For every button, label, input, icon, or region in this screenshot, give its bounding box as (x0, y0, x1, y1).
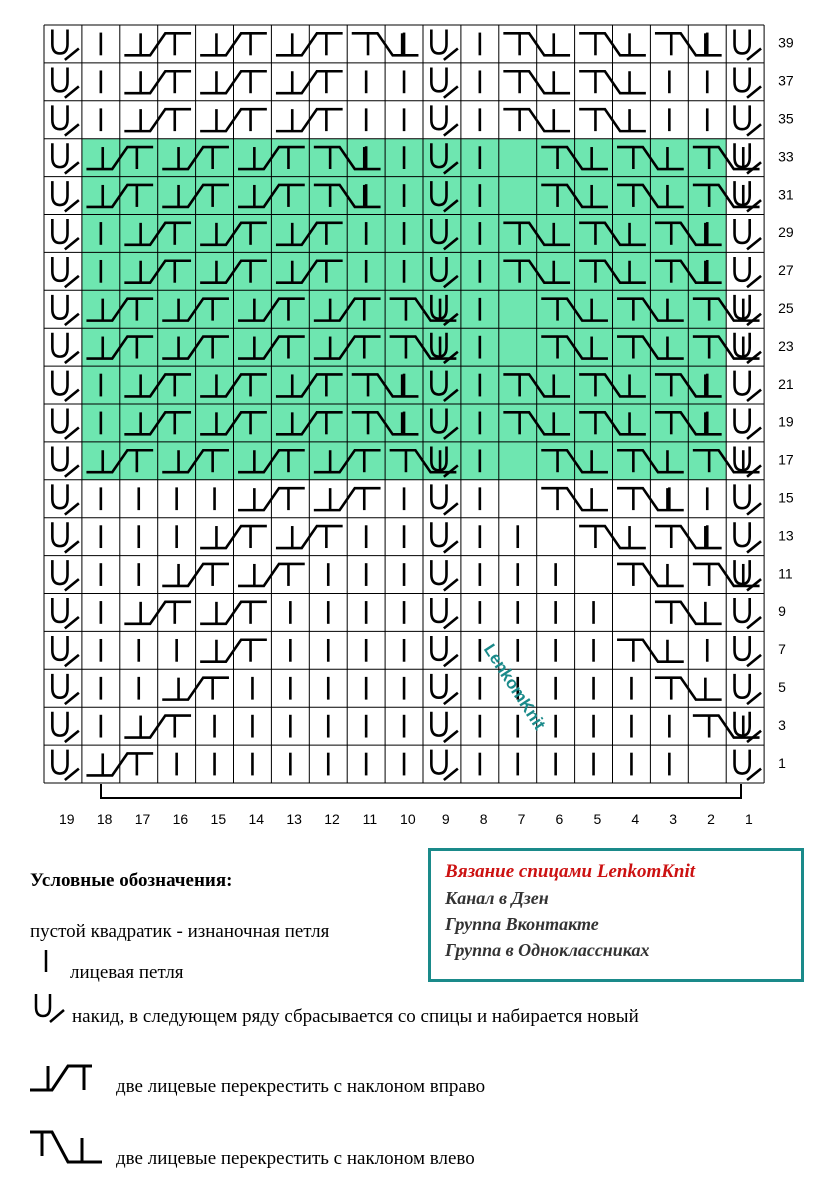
knit-stitch-icon (38, 948, 54, 974)
yarn-over-symbol (735, 750, 762, 780)
cross-right-icon (28, 1062, 108, 1094)
yarn-over-loop (431, 30, 446, 54)
yarn-over-symbol (735, 674, 762, 704)
yarn-over-loop (52, 446, 67, 470)
promo-line-zen: Канал в Дзен (445, 888, 549, 908)
yarn-over-symbol (431, 674, 458, 704)
row-number: 29 (778, 224, 794, 241)
yarn-over-loop (52, 219, 67, 243)
cross-left-icon (28, 1128, 108, 1168)
promo-line-vk: Группа Вконтакте (445, 914, 599, 934)
column-number: 19 (58, 811, 75, 827)
column-number: 18 (96, 811, 113, 827)
yarn-over-symbol (52, 257, 79, 287)
yarn-over-symbol (52, 219, 79, 249)
legend-yarn-over (72, 1006, 639, 1028)
yarn-over-symbol (52, 333, 79, 363)
yarn-over-symbol (52, 30, 79, 60)
yarn-over-loop (52, 30, 67, 54)
legend-yarn-over-label: накид, в следующем ряду сбрасывается со спицы и набирается новый (72, 1006, 639, 1027)
column-number: 13 (286, 811, 302, 827)
yarn-over-symbol (735, 67, 762, 97)
yarn-over-loop (431, 484, 446, 508)
yarn-over-loop (431, 674, 446, 698)
yarn-over-loop (52, 295, 67, 319)
yarn-over-loop (735, 750, 750, 774)
yarn-over-loop (52, 636, 67, 660)
column-number: 14 (248, 811, 265, 827)
column-number: 7 (517, 811, 526, 827)
legend-cross-right (116, 1076, 485, 1098)
yarn-over-loop (52, 712, 67, 736)
chart-grid (44, 25, 764, 783)
yarn-over-loop (52, 181, 67, 205)
yarn-over-loop (431, 598, 446, 622)
yarn-over-loop (431, 750, 446, 774)
yarn-over-symbol (52, 105, 79, 135)
yarn-over-loop (735, 409, 750, 433)
yarn-over-loop (735, 484, 750, 508)
column-number: 5 (593, 811, 602, 827)
row-number: 31 (778, 186, 794, 203)
column-number: 15 (210, 811, 227, 827)
yarn-over-symbol (431, 30, 458, 60)
yarn-over-loop (52, 105, 67, 129)
row-number: 33 (778, 148, 794, 165)
yarn-over-loop (735, 522, 750, 546)
yarn-over-loop (52, 257, 67, 281)
legend-title: Условные обозначения: (30, 870, 233, 891)
row-number: 3 (778, 716, 786, 733)
yarn-over-symbol (52, 67, 79, 97)
legend-cross-left (116, 1148, 475, 1170)
row-number: 25 (778, 300, 794, 317)
yarn-over-loop (735, 219, 750, 243)
column-number: 17 (134, 811, 151, 827)
yarn-over-symbol (52, 598, 79, 628)
row-number: 27 (778, 262, 794, 279)
yarn-over-loop (431, 67, 446, 91)
yarn-over-loop (735, 105, 750, 129)
yarn-over-symbol (431, 484, 458, 514)
yarn-over-symbol (735, 105, 762, 135)
row-number: 7 (778, 641, 786, 658)
column-number: 6 (555, 811, 564, 827)
yarn-over-symbol (735, 257, 762, 287)
row-number: 9 (778, 603, 786, 620)
column-number: 10 (400, 811, 416, 827)
yarn-over-symbol (431, 598, 458, 628)
yarn-over-symbol (735, 371, 762, 401)
yarn-over-symbol (52, 636, 79, 666)
yarn-over-symbol (52, 409, 79, 439)
yarn-over-loop (431, 522, 446, 546)
legend-cross-left-label: две лицевые перекрестить с наклоном влево (116, 1148, 475, 1169)
yarn-over-loop (52, 333, 67, 357)
yarn-over-loop (735, 30, 750, 54)
yarn-over-loop (52, 522, 67, 546)
yarn-over-loop (52, 67, 67, 91)
yarn-over-symbol (431, 105, 458, 135)
column-number: 12 (324, 811, 340, 827)
column-number: 9 (441, 811, 450, 827)
legend-knit-label: лицевая петля (70, 962, 184, 983)
yarn-over-symbol (735, 219, 762, 249)
yarn-over-loop (52, 371, 67, 395)
row-number: 37 (778, 72, 794, 89)
yarn-over-loop (735, 636, 750, 660)
promo-box (428, 848, 804, 982)
row-numbers (778, 35, 794, 771)
yarn-over-icon (30, 990, 70, 1026)
yarn-over-loop (735, 371, 750, 395)
yarn-over-symbol (735, 484, 762, 514)
row-number: 5 (778, 679, 786, 696)
yarn-over-symbol (431, 67, 458, 97)
yarn-over-loop (52, 409, 67, 433)
yarn-over-loop (52, 750, 67, 774)
yarn-over-symbol (735, 598, 762, 628)
yarn-over-symbol (735, 409, 762, 439)
row-number: 35 (778, 110, 794, 127)
column-numbers (59, 811, 753, 827)
yarn-over-symbol (431, 712, 458, 742)
yarn-over-symbol (431, 560, 458, 590)
yarn-over-loop (735, 674, 750, 698)
yarn-over-symbol (431, 750, 458, 780)
yarn-over-symbol (52, 484, 79, 514)
yarn-over-loop (431, 712, 446, 736)
row-number: 39 (778, 34, 794, 51)
column-number: 3 (669, 811, 678, 827)
yarn-over-symbol (52, 560, 79, 590)
column-number: 11 (362, 811, 378, 827)
yarn-over-symbol (52, 750, 79, 780)
yarn-over-loop (52, 674, 67, 698)
row-number: 21 (778, 375, 794, 392)
yarn-over-symbol (735, 30, 762, 60)
column-number: 8 (479, 811, 488, 827)
yarn-over-loop (431, 105, 446, 129)
row-number: 15 (778, 489, 794, 506)
row-number: 19 (778, 413, 794, 430)
row-number: 13 (778, 527, 794, 544)
yarn-over-loop (52, 484, 67, 508)
legend-purl (30, 921, 329, 943)
yarn-over-loop (52, 560, 67, 584)
column-number: 2 (707, 811, 715, 827)
yarn-over-symbol (52, 446, 79, 476)
legend-cross-right-label: две лицевые перекрестить с наклоном вправо (116, 1076, 486, 1097)
yarn-over-loop (431, 560, 446, 584)
yarn-over-symbol (735, 636, 762, 666)
legend-knit (70, 962, 184, 984)
yarn-over-symbol (52, 712, 79, 742)
row-number: 23 (778, 337, 794, 354)
yarn-over-loop (52, 598, 67, 622)
legend-purl-label: пустой квадратик - изнаночная петля (30, 921, 330, 942)
yarn-over-symbol (52, 522, 79, 552)
yarn-over-loop (431, 636, 446, 660)
row-number: 11 (778, 565, 793, 582)
yarn-over-symbol (431, 522, 458, 552)
yarn-over-loop (735, 257, 750, 281)
watermark: LenkomKnit (479, 640, 550, 734)
yarn-over-symbol (52, 295, 79, 325)
promo-title: Вязание спицами LenkomKnit (445, 861, 696, 882)
row-number: 17 (778, 451, 794, 468)
yarn-over-symbol (52, 371, 79, 401)
yarn-over-symbol (52, 181, 79, 211)
column-number: 1 (745, 811, 753, 827)
yarn-over-symbol (52, 674, 79, 704)
yarn-over-loop (735, 67, 750, 91)
yarn-over-loop (52, 143, 67, 167)
yarn-over-symbol (735, 522, 762, 552)
yarn-over-symbol (431, 636, 458, 666)
column-number: 16 (172, 811, 189, 827)
yarn-over-loop (735, 598, 750, 622)
yarn-over-symbol (52, 143, 79, 173)
promo-line-ok: Группа в Одноклассниках (445, 940, 650, 960)
repeat-bracket (101, 784, 741, 798)
column-number: 4 (631, 811, 640, 827)
row-number: 1 (778, 754, 786, 771)
